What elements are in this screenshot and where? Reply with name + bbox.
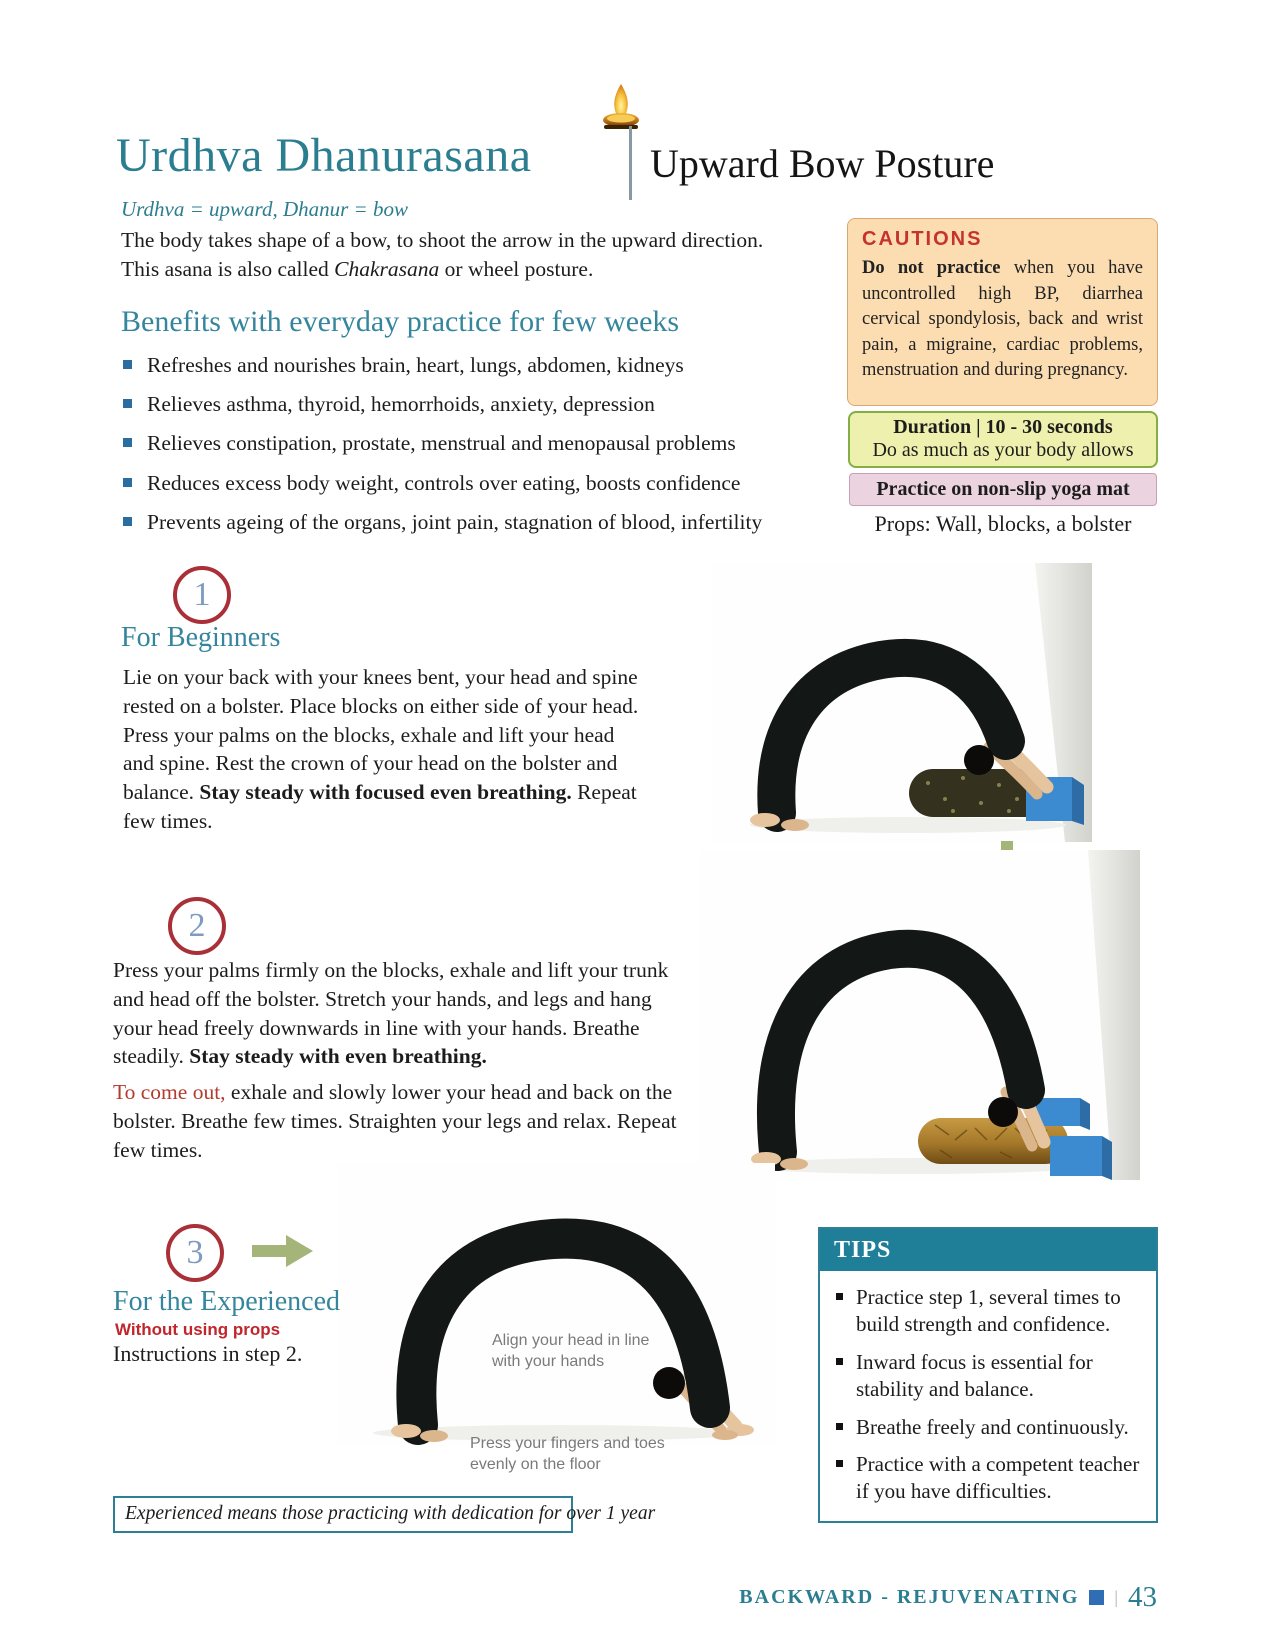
step2-comeout-lead: To come out, <box>113 1080 226 1105</box>
bullet-square-icon <box>123 360 132 369</box>
step1-heading: For Beginners <box>121 622 281 653</box>
step2-body <box>113 956 678 1165</box>
footer-section-label: BACKWARD - REJUVENATING <box>739 1586 1080 1608</box>
duration-line: Duration | 10 - 30 seconds <box>893 416 1113 438</box>
diya-lamp-icon <box>596 78 646 134</box>
tip-text: Breathe freely and continuously. <box>856 1414 1129 1439</box>
tip-item <box>832 1349 1146 1403</box>
step3-body: Instructions in step 2. <box>113 1341 303 1366</box>
photo-step3-pose <box>338 1163 775 1445</box>
tip-item <box>832 1284 1146 1338</box>
tip-item <box>832 1451 1146 1505</box>
intro-paragraph <box>121 226 786 283</box>
benefit-text: Relieves asthma, thyroid, hemorrhoids, anxiety, depression <box>147 392 655 417</box>
duration-box <box>848 411 1158 468</box>
cautions-heading: CAUTIONS <box>862 228 983 250</box>
page-title-sanskrit: Urdhva Dhanurasana <box>116 129 532 182</box>
step3-without-props-note: Without using props <box>115 1320 281 1339</box>
bullet-square-icon <box>123 438 132 447</box>
benefits-heading: Benefits with everyday practice for few weeks <box>121 305 680 338</box>
step1-text-end: Repeat few times. <box>123 780 637 833</box>
photo-step2-pose <box>700 850 1140 1180</box>
bullet-square-icon <box>836 1460 843 1467</box>
tips-heading: TIPS <box>820 1229 1156 1271</box>
mat-note-box: Practice on non-slip yoga mat <box>849 473 1157 506</box>
bullet-square-icon <box>836 1358 843 1365</box>
bullet-square-icon <box>836 1293 843 1300</box>
photo-annotation-press-fingers: Press your fingers and toes evenly on the floor <box>470 1435 665 1473</box>
step3-heading: For the Experienced <box>113 1286 341 1317</box>
benefit-item <box>123 509 833 535</box>
duration-note: Do as much as your body allows <box>872 439 1134 461</box>
benefit-text: Prevents ageing of the organs, joint pain, stagnation of blood, infertility <box>147 509 763 534</box>
tip-item <box>832 1414 1146 1441</box>
footer-square-icon <box>1089 1590 1104 1605</box>
photo-step1-pose <box>713 563 1092 842</box>
step1-body <box>123 663 643 836</box>
cautions-box <box>847 218 1158 406</box>
benefit-item <box>123 391 833 417</box>
intro-text-2: or wheel posture. <box>439 256 594 281</box>
title-divider <box>629 126 632 200</box>
tip-text: Inward focus is essential for stability and balance. <box>856 1349 1093 1401</box>
step2-number-badge: 2 <box>168 897 226 955</box>
bullet-square-icon <box>123 517 132 526</box>
right-arrow-icon <box>252 1234 314 1268</box>
benefit-item <box>123 470 833 496</box>
cautions-body <box>862 256 1143 384</box>
intro-italic-word: Chakrasana <box>334 256 440 281</box>
benefit-item <box>123 352 833 378</box>
benefit-text: Reduces excess body weight, controls over eating, boosts confidence <box>147 470 741 495</box>
cautions-bold-text: Do not practice <box>862 258 1001 278</box>
benefit-text: Refreshes and nourishes brain, heart, lungs, abdomen, kidneys <box>147 353 684 377</box>
cautions-rest-text: when you have uncontrolled high BP, diarrhea cervical spondylosis, back and wrist pain, a migraine, cardiac problems, menstruation and during pregnancy. <box>862 258 1143 381</box>
bullet-square-icon <box>123 478 132 487</box>
bullet-square-icon <box>123 399 132 408</box>
step2-comeout-text: exhale and slowly lower your head and back on the bolster. Breathe few times. Straighten your legs and relax. Repeat few times. <box>113 1080 677 1162</box>
tips-list <box>820 1271 1156 1505</box>
step3-number-badge: 3 <box>166 1224 224 1282</box>
bullet-square-icon <box>836 1423 843 1430</box>
props-note: Props: Wall, blocks, a bolster <box>874 511 1132 536</box>
step1-bold-text: Stay steady with focused even breathing. <box>199 780 572 805</box>
footer-divider: | <box>1114 1587 1118 1607</box>
benefit-text: Relieves constipation, prostate, menstrual and menopausal problems <box>147 431 736 456</box>
benefit-item <box>123 430 833 456</box>
photo-annotation-align-head: Align your head in line with your hands <box>492 1332 650 1370</box>
experienced-footnote: Experienced means those practicing with dedication for over 1 year <box>113 1496 573 1533</box>
footer-page-number: 43 <box>1128 1581 1157 1613</box>
step2-bold-text: Stay steady with even breathing. <box>189 1044 487 1069</box>
tips-box <box>818 1227 1158 1523</box>
page-footer <box>739 1581 1157 1614</box>
step1-text: Lie on your back with your knees bent, your head and spine rested on a bolster. Place blocks on either side of your head. Press your palms on the blocks, exhale and lift your head and spine. Rest the crown of your head on the bolster and balance. <box>123 665 639 805</box>
intro-text-1: The body takes shape of a bow, to shoot the arrow in the upward direction. This asana is also called <box>121 228 764 281</box>
etymology-line: Urdhva = upward, Dhanur = bow <box>121 197 408 221</box>
tip-text: Practice step 1, several times to build strength and confidence. <box>856 1285 1121 1336</box>
benefits-list <box>123 352 833 548</box>
page-title-english: Upward Bow Posture <box>650 141 995 186</box>
tip-text: Practice with a competent teacher if you have difficulties. <box>856 1452 1140 1504</box>
step2-text: Press your palms firmly on the blocks, exhale and lift your trunk and head off the bolster. Stretch your hands, and legs and hang your head freely downwards in line with your hands. Breathe steadily. <box>113 958 669 1069</box>
step1-number-badge: 1 <box>173 566 231 624</box>
